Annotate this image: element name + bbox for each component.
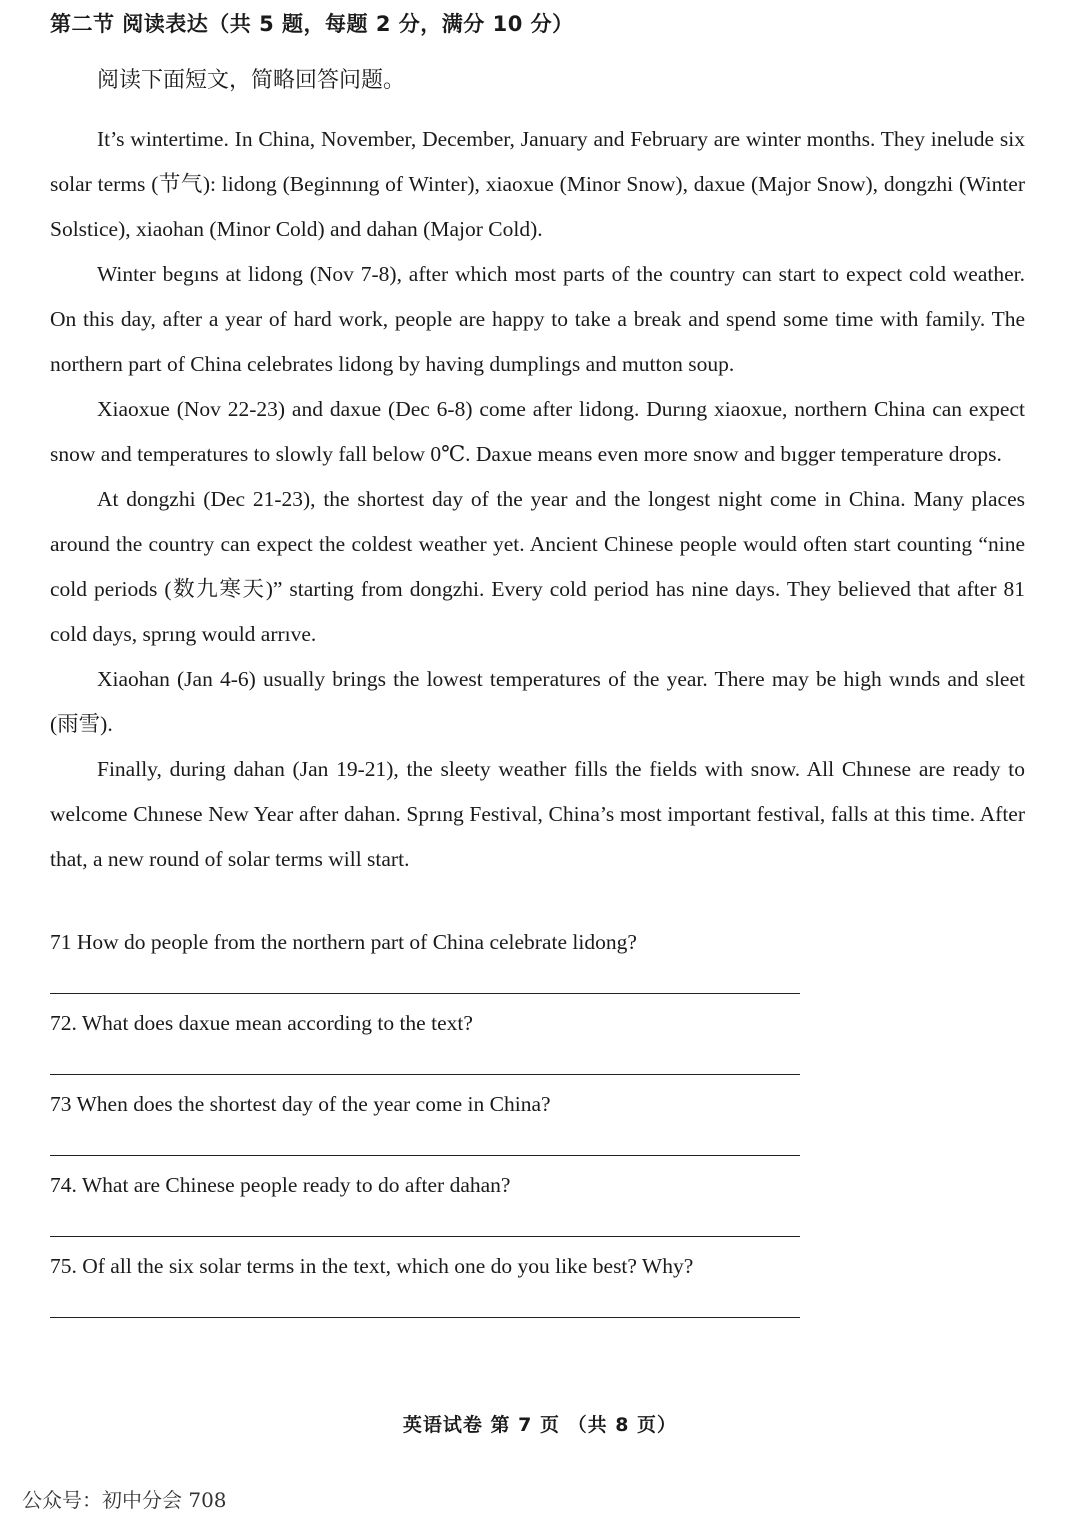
passage-paragraph: Winter begıns at lidong (Nov 7-8), after which most parts of the country can start to expect cold weather. On this day, after a year of hard work, people are happy to take a break and spend some time with family. The northern part of China celebrates lidong by having dumplings and mutton soup. [50, 262, 1025, 376]
passage-paragraph: It’s wintertime. In China, November, December, January and February are winter months. They inelude six solar terms (节气): lidong (Beginnıng of Winter), xiaoxue (Minor Snow), daxue (Major Snow), dongzhi (Winter Solstice), xiaohan (Minor Cold) and dahan (Major Cold). [50, 127, 1025, 241]
passage-paragraph: Xiaohan (Jan 4-6) usually brings the lowest temperatures of the year. There may be high wınds and sleet (雨雪). [50, 667, 1025, 736]
passage-paragraph: At dongzhi (Dec 21-23), the shortest day of the year and the longest night come in China. Many places around the country can expect the coldest weather yet. Ancient Chinese people would often start counting “nine cold periods (数九寒天)” starting from dongzhi. Every cold period has nine days. They believed that after 81 cold days, sprıng would arrıve. [50, 487, 1025, 646]
question-text: 73 When does the shortest day of the year come in China? [50, 1092, 551, 1116]
answer-line [50, 993, 800, 994]
question-74 [50, 1163, 810, 1244]
passage-paragraph: Finally, during dahan (Jan 19-21), the sleety weather fills the fields with snow. All Chınese are ready to welcome Chınese New Year after dahan. Sprıng Festival, China’s most important festival, falls at this time. After that, a new round of solar terms will start. [50, 757, 1025, 871]
question-text: 71 How do people from the northern part of China celebrate lidong? [50, 930, 637, 954]
section-title: 第二节 阅读表达（共 5 题，每题 2 分，满分 10 分） [50, 12, 574, 36]
question-text: 75. Of all the six solar terms in the text, which one do you like best? Why? [50, 1254, 694, 1278]
watermark-text: 公众号：初中分会 708 [22, 1488, 227, 1512]
answer-line [50, 1236, 800, 1237]
answer-line [50, 1155, 800, 1156]
section-instruction: 阅读下面短文，简略回答问题。 [97, 68, 406, 93]
question-72 [50, 1001, 810, 1082]
reading-passage [50, 117, 1025, 882]
question-text: 72. What does daxue mean according to the text? [50, 1011, 473, 1035]
question-75 [50, 1244, 810, 1325]
question-list [50, 920, 810, 1325]
question-text: 74. What are Chinese people ready to do after dahan? [50, 1173, 511, 1197]
question-71 [50, 920, 810, 1001]
passage-paragraph: Xiaoxue (Nov 22-23) and daxue (Dec 6-8) come after lidong. Durıng xiaoxue, northern China can expect snow and temperatures to slowly fall below 0℃. Daxue means even more snow and bıgger temperature drops. [50, 397, 1025, 466]
answer-line [50, 1074, 800, 1075]
question-73 [50, 1082, 810, 1163]
page-footer: 英语试卷 第 7 页 （共 8 页） [402, 1414, 678, 1436]
answer-line [50, 1317, 800, 1318]
